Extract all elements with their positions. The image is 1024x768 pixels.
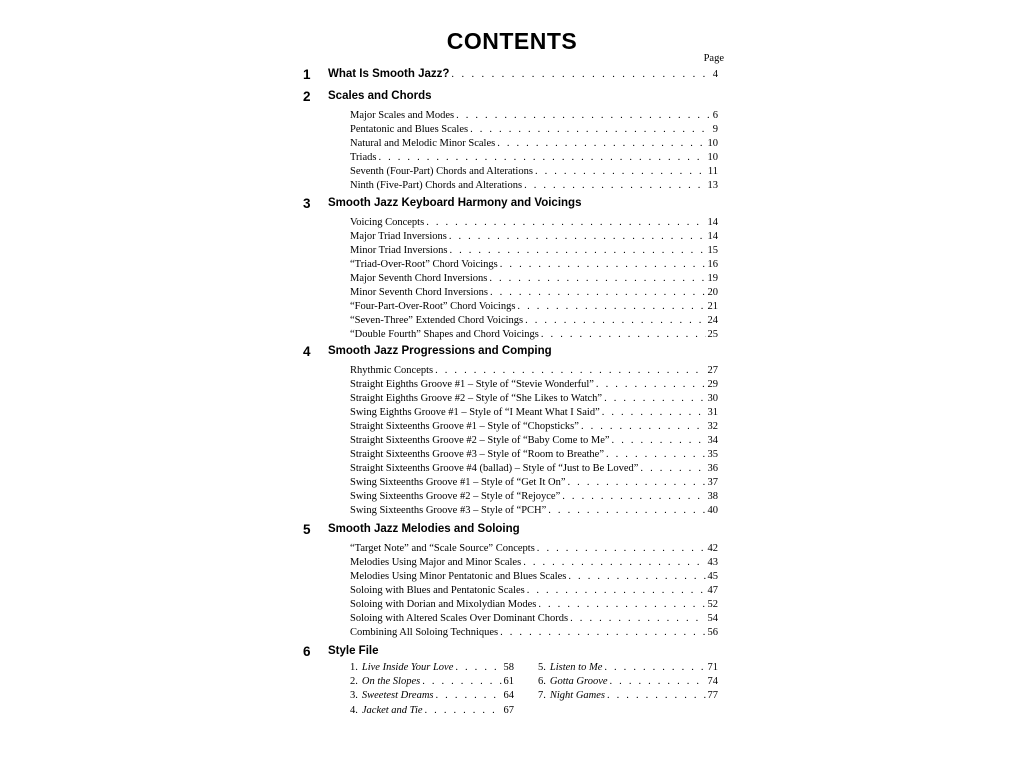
- entry-page-number: 54: [707, 612, 718, 624]
- entry-title: Straight Sixteenths Groove #4 (ballad) – Style of “Just to Be Loved”: [350, 462, 639, 474]
- style-file-entry: [350, 690, 514, 701]
- dot-leader: [527, 585, 706, 596]
- toc-entry: [350, 180, 718, 191]
- chapter-number: 4: [303, 344, 311, 359]
- page-title: CONTENTS: [446, 28, 578, 54]
- dot-leader: [568, 571, 705, 582]
- entry-title: Minor Triad Inversions: [350, 244, 448, 256]
- toc-entry: [350, 315, 718, 326]
- entry-title: Straight Sixteenths Groove #3 – Style of “Room to Breathe”: [350, 448, 604, 460]
- song-title: On the Slopes: [361, 676, 421, 688]
- chapter-title: Scales and Chords: [328, 90, 432, 102]
- entry-title: Swing Sixteenths Groove #1 – Style of “Get It On”: [350, 476, 566, 488]
- chapter-title: Smooth Jazz Keyboard Harmony and Voicings: [328, 197, 582, 209]
- entry-page-number: 32: [707, 420, 718, 432]
- song-number: 5.: [538, 662, 546, 673]
- dot-leader: [490, 287, 706, 298]
- dot-leader: [612, 435, 706, 446]
- entry-page-number: 14: [707, 217, 718, 228]
- entry-page-number: 15: [707, 244, 718, 256]
- toc-entry: [350, 329, 718, 340]
- song-title: Listen to Me: [549, 662, 603, 673]
- entry-page-number: 29: [707, 378, 718, 390]
- style-file-entry: [350, 662, 514, 673]
- dot-leader: [435, 365, 705, 376]
- dot-leader: [606, 449, 706, 460]
- dot-leader: [570, 613, 705, 624]
- entry-page-number: 34: [707, 434, 718, 446]
- chapter-title: Style File: [328, 645, 379, 657]
- entry-title: Soloing with Dorian and Mixolydian Modes: [350, 598, 537, 610]
- entry-page-number: 27: [707, 365, 718, 376]
- dot-leader: [436, 690, 502, 701]
- song-number: 7.: [538, 690, 546, 702]
- dot-leader: [524, 180, 705, 191]
- dot-leader: [425, 705, 502, 716]
- entry-page-number: 10: [707, 137, 718, 149]
- chapter-heading: [328, 68, 718, 80]
- toc-entry: [350, 124, 718, 135]
- dot-leader: [568, 477, 706, 488]
- toc-entry: [350, 166, 718, 177]
- entry-page-number: 6: [712, 110, 718, 121]
- entry-page-number: 38: [707, 490, 718, 502]
- toc-entry: [350, 152, 718, 163]
- entry-title: “Four-Part-Over-Root” Chord Voicings: [350, 300, 516, 312]
- entry-title: Straight Eighths Groove #1 – Style of “Stevie Wonderful”: [350, 378, 594, 390]
- dot-leader: [449, 245, 705, 256]
- entry-title: Soloing with Blues and Pentatonic Scales: [350, 584, 525, 596]
- entry-page-number: 35: [707, 448, 718, 460]
- entry-title: Straight Eighths Groove #2 – Style of “She Likes to Watch”: [350, 392, 603, 404]
- chapter-page-number: 4: [712, 69, 718, 80]
- entry-title: Natural and Melodic Minor Scales: [350, 137, 496, 149]
- dot-leader: [537, 543, 706, 554]
- toc-entry: [350, 138, 718, 149]
- style-file-entry: [350, 705, 514, 716]
- entry-page-number: 52: [707, 598, 718, 610]
- toc-entry: [350, 599, 718, 610]
- dot-leader: [581, 421, 706, 432]
- chapter-heading: [328, 90, 718, 102]
- entry-page-number: 56: [707, 626, 718, 638]
- chapter-title: Smooth Jazz Progressions and Comping: [328, 345, 552, 357]
- dot-leader: [596, 379, 706, 390]
- dot-leader: [602, 407, 706, 418]
- song-title: Sweetest Dreams: [361, 690, 434, 702]
- chapter-heading: [328, 523, 718, 535]
- dot-leader: [535, 166, 706, 177]
- song-number: 4.: [350, 704, 358, 716]
- toc-entry: [350, 505, 718, 516]
- entry-page-number: 45: [707, 570, 718, 582]
- dot-leader: [525, 315, 705, 326]
- chapter-heading: [328, 345, 718, 357]
- entry-page-number: 19: [707, 272, 718, 284]
- dot-leader: [449, 231, 706, 242]
- entry-page-number: 36: [707, 462, 718, 474]
- entry-page-number: 31: [707, 406, 718, 418]
- entry-page-number: 30: [707, 392, 718, 404]
- dot-leader: [497, 138, 705, 149]
- song-title: Live Inside Your Love: [361, 662, 454, 673]
- entry-title: Ninth (Five-Part) Chords and Alterations: [350, 179, 523, 191]
- dot-leader: [541, 329, 706, 340]
- dot-leader: [378, 152, 705, 163]
- chapter-number: 6: [303, 644, 311, 659]
- song-title: Jacket and Tie: [361, 704, 423, 716]
- entry-title: Triads: [350, 151, 377, 163]
- song-page-number: 61: [503, 676, 514, 688]
- entry-title: “Triad-Over-Root” Chord Voicings: [350, 258, 498, 270]
- entry-title: “Double Fourth” Shapes and Chord Voicings: [350, 328, 539, 340]
- chapter-heading: [328, 645, 718, 657]
- toc-entry: [350, 365, 718, 376]
- song-number: 2.: [350, 676, 358, 688]
- entry-title: “Target Note” and “Scale Source” Concepts: [350, 543, 535, 554]
- toc-entry: [350, 585, 718, 596]
- toc-entry: [350, 217, 718, 228]
- dot-leader: [500, 259, 706, 270]
- chapter-number: 3: [303, 196, 311, 211]
- chapter-title: What Is Smooth Jazz?: [328, 68, 450, 80]
- toc-entry: [350, 421, 718, 432]
- song-title: Gotta Groove: [549, 676, 608, 688]
- dot-leader: [607, 690, 706, 701]
- dot-leader: [640, 463, 705, 474]
- dot-leader: [422, 676, 501, 687]
- entry-title: Melodies Using Minor Pentatonic and Blues Scales: [350, 570, 567, 582]
- entry-title: Swing Sixteenths Groove #3 – Style of “PCH”: [350, 504, 547, 516]
- entry-title: Straight Sixteenths Groove #2 – Style of “Baby Come to Me”: [350, 434, 610, 446]
- toc-entry: [350, 571, 718, 582]
- chapter-number: 1: [303, 67, 311, 82]
- toc-entry: [350, 491, 718, 502]
- entry-title: Combining All Soloing Techniques: [350, 626, 499, 638]
- toc-entry: [350, 627, 718, 638]
- toc-entry: [350, 259, 718, 270]
- toc-entry: [350, 273, 718, 284]
- entry-title: Swing Sixteenths Groove #2 – Style of “Rejoyce”: [350, 490, 561, 502]
- entry-page-number: 9: [712, 123, 718, 135]
- dot-leader: [489, 273, 705, 284]
- dot-leader: [604, 662, 705, 673]
- entry-title: Major Seventh Chord Inversions: [350, 272, 488, 284]
- chapter-heading: [328, 197, 718, 209]
- dot-leader: [548, 505, 705, 516]
- song-page-number: 77: [707, 690, 718, 702]
- entry-title: Voicing Concepts: [350, 217, 425, 228]
- dot-leader: [500, 627, 705, 638]
- toc-entry: [350, 287, 718, 298]
- toc-entry: [350, 393, 718, 404]
- entry-page-number: 40: [707, 504, 718, 516]
- song-page-number: 74: [707, 676, 718, 688]
- song-page-number: 67: [503, 704, 514, 716]
- entry-title: Seventh (Four-Part) Chords and Alterations: [350, 165, 533, 177]
- entry-page-number: 10: [707, 151, 718, 163]
- dot-leader: [523, 557, 705, 568]
- toc-entry: [350, 407, 718, 418]
- dot-leader: [538, 599, 705, 610]
- entry-page-number: 25: [707, 328, 718, 340]
- entry-title: Pentatonic and Blues Scales: [350, 123, 469, 135]
- entry-title: Swing Eighths Groove #1 – Style of “I Meant What I Said”: [350, 406, 600, 418]
- toc-entry: [350, 110, 718, 121]
- chapter-number: 5: [303, 522, 311, 537]
- entry-page-number: 16: [707, 258, 718, 270]
- song-page-number: 64: [503, 690, 514, 702]
- song-number: 3.: [350, 690, 358, 702]
- entry-title: Minor Seventh Chord Inversions: [350, 286, 488, 298]
- dot-leader: [604, 393, 705, 404]
- song-number: 1.: [350, 662, 358, 673]
- entry-page-number: 43: [707, 556, 718, 568]
- dot-leader: [455, 662, 501, 673]
- dot-leader: [610, 676, 706, 687]
- toc-entry: [350, 379, 718, 390]
- entry-page-number: 14: [707, 230, 718, 242]
- toc-entry: [350, 245, 718, 256]
- chapter-title: Smooth Jazz Melodies and Soloing: [328, 523, 520, 535]
- song-title: Night Games: [549, 690, 605, 702]
- dot-leader: [451, 69, 710, 80]
- dot-leader: [470, 124, 711, 135]
- entry-page-number: 11: [707, 165, 718, 177]
- toc-entry: [350, 449, 718, 460]
- page-column-header: Page: [703, 53, 724, 64]
- entry-title: Soloing with Altered Scales Over Dominant Chords: [350, 612, 569, 624]
- entry-page-number: 42: [707, 543, 718, 554]
- toc-entry: [350, 557, 718, 568]
- style-file-entry: [538, 690, 718, 701]
- entry-page-number: 47: [707, 584, 718, 596]
- entry-page-number: 37: [707, 476, 718, 488]
- dot-leader: [517, 301, 705, 312]
- dot-leader: [456, 110, 711, 121]
- toc-entry: [350, 463, 718, 474]
- entry-title: Rhythmic Concepts: [350, 365, 434, 376]
- song-number: 6.: [538, 676, 546, 688]
- chapter-number: 2: [303, 89, 311, 104]
- toc-entry: [350, 301, 718, 312]
- entry-title: Major Triad Inversions: [350, 230, 447, 242]
- dot-leader: [426, 217, 705, 228]
- dot-leader: [562, 491, 705, 502]
- entry-page-number: 24: [707, 314, 718, 326]
- toc-entry: [350, 613, 718, 624]
- style-file-entry: [350, 676, 514, 687]
- entry-page-number: 13: [707, 179, 718, 191]
- toc-entry: [350, 435, 718, 446]
- style-file-entry: [538, 676, 718, 687]
- style-file-entry: [538, 662, 718, 673]
- entry-title: Straight Sixteenths Groove #1 – Style of “Chopsticks”: [350, 420, 579, 432]
- entry-page-number: 20: [707, 286, 718, 298]
- entry-page-number: 21: [707, 300, 718, 312]
- toc-entry: [350, 543, 718, 554]
- toc-entry: [350, 477, 718, 488]
- toc-entry: [350, 231, 718, 242]
- song-page-number: 58: [503, 662, 514, 673]
- song-page-number: 71: [707, 662, 718, 673]
- entry-title: Major Scales and Modes: [350, 110, 455, 121]
- entry-title: Melodies Using Major and Minor Scales: [350, 556, 522, 568]
- entry-title: “Seven-Three” Extended Chord Voicings: [350, 314, 524, 326]
